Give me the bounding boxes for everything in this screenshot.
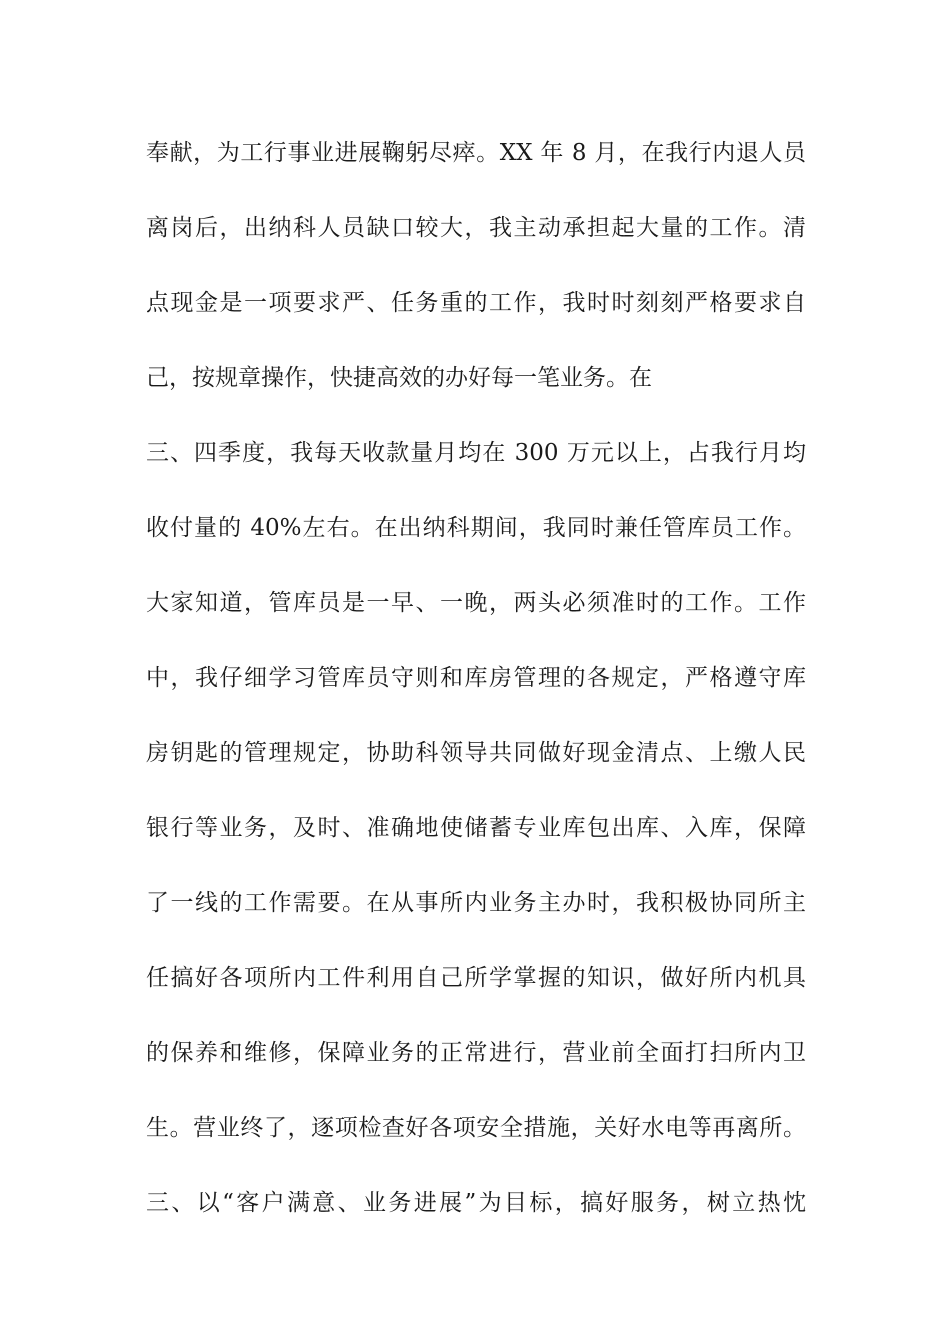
text-line: 己，按规章操作，快捷高效的办好每一笔业务。在: [146, 365, 652, 391]
text-line: 三、以“客户满意、业务进展”为目标，搞好服务，树立热忱: [146, 1190, 806, 1216]
text-line: 任搞好各项所内工件利用自己所学掌握的知识，做好所内机具: [146, 965, 806, 991]
text-line: 的保养和维修，保障业务的正常进行，营业前全面打扫所内卫: [146, 1040, 806, 1066]
document-body: [146, 134, 806, 1259]
text-line: 点现金是一项要求严、任务重的工作，我时时刻刻严格要求自: [146, 290, 806, 316]
text-line: 房钥匙的管理规定，协助科领导共同做好现金清点、上缴人民: [146, 740, 806, 766]
text-line: 中，我仔细学习管库员守则和库房管理的各规定，严格遵守库: [146, 665, 806, 691]
text-line: 离岗后，出纳科人员缺口较大，我主动承担起大量的工作。清: [146, 215, 806, 241]
text-line: 奉献，为工行事业进展鞠躬尽瘁。XX 年 8 月，在我行内退人员: [146, 140, 806, 166]
text-line: 三、四季度，我每天收款量月均在 300 万元以上，占我行月均: [146, 440, 806, 466]
text-line: 生。营业终了，逐项检查好各项安全措施，关好水电等再离所。: [146, 1115, 806, 1141]
text-line: 银行等业务，及时、准确地使储蓄专业库包出库、入库，保障: [146, 815, 806, 841]
text-line: 大家知道，管库员是一早、一晚，两头必须准时的工作。工作: [146, 590, 806, 616]
text-line: 收付量的 40%左右。在出纳科期间，我同时兼任管库员工作。: [146, 515, 806, 541]
text-line: 了一线的工作需要。在从事所内业务主办时，我积极协同所主: [146, 890, 806, 916]
